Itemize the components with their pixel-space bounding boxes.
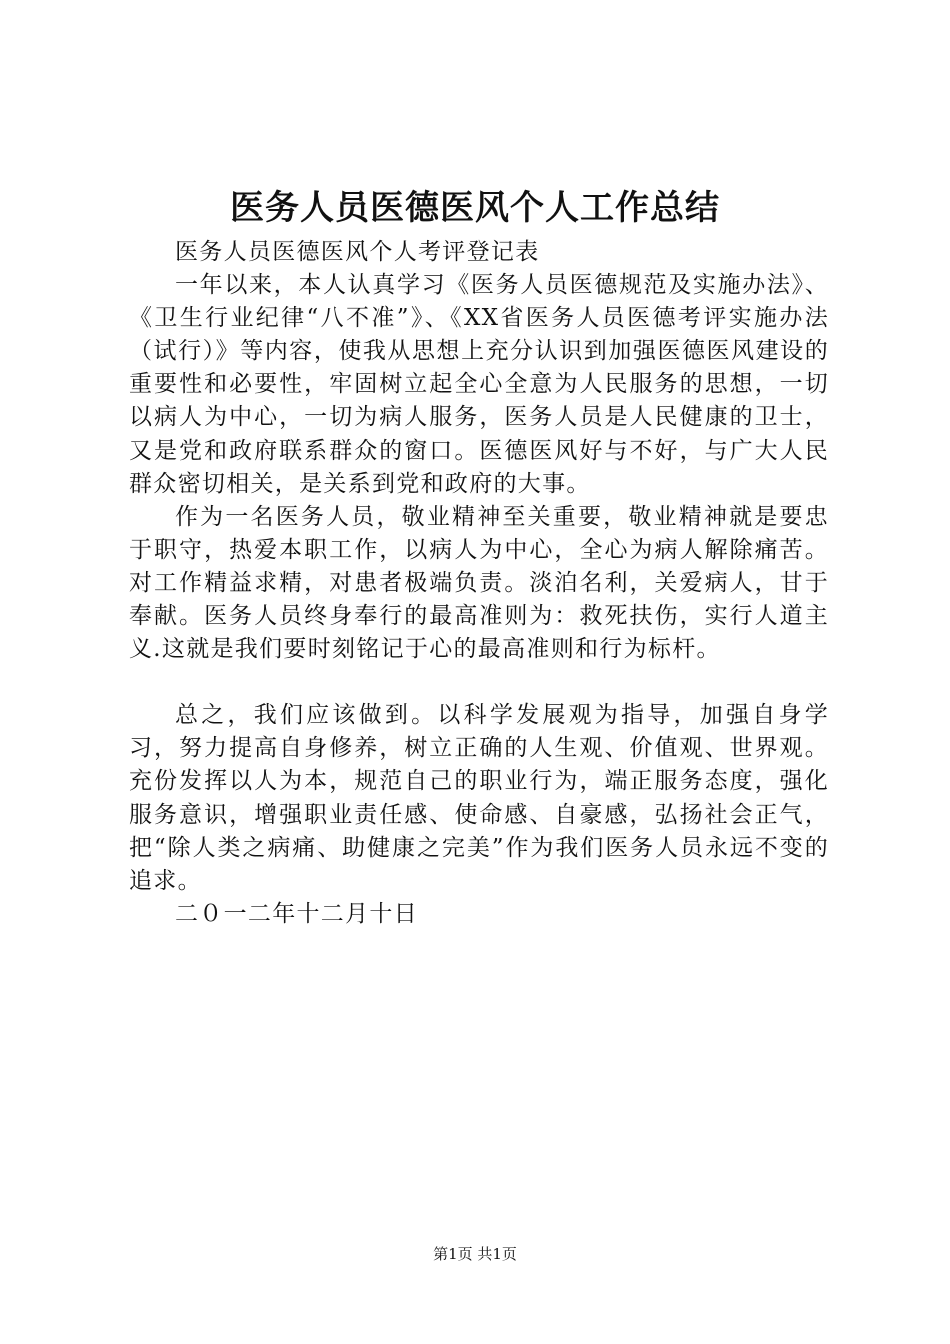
paragraph-2: 作为一名医务人员，敬业精神至关重要，敬业精神就是要忠于职守，热爱本职工作，以病人为中心，全心为病人解除痛苦。对工作精益求精，对患者极端负责。淡泊名利，关爱病人，甘于奉献。医务人员终身奉行的最高准则为：救死扶伤，实行人道主义.这就是我们要时刻铭记于心的最高准则和行为标杆。 bbox=[129, 503, 829, 663]
page-footer: 第1页 共1页 bbox=[433, 1245, 517, 1263]
document-date: 二０一二年十二月十日 bbox=[175, 900, 418, 927]
document-subtitle: 医务人员医德医风个人考评登记表 bbox=[175, 239, 540, 265]
document-body bbox=[129, 236, 829, 931]
paragraph-spacer bbox=[129, 666, 829, 699]
paragraph-1: 一年以来，本人认真学习《医务人员医德规范及实施办法》、《卫生行业纪律“八不准”》、《XX省医务人员医德考评实施办法（试行）》等内容，使我从思想上充分认识到加强医德医风建设的重要性和必要性，牢固树立起全心全意为人民服务的思想，一切以病人为中心，一切为病人服务，医务人员是人民健康的卫士，又是党和政府联系群众的窗口。医德医风好与不好，与广大人民群众密切相关，是关系到党和政府的大事。 bbox=[129, 272, 829, 497]
document-title: 医务人员医德医风个人工作总结 bbox=[230, 188, 720, 228]
paragraph-3: 总之，我们应该做到。以科学发展观为指导，加强自身学习，努力提高自身修养，树立正确的人生观、价值观、世界观。充份发挥以人为本，规范自己的职业行为，端正服务态度，强化服务意识，增强职业责任感、使命感、自豪感，弘扬社会正气，把“除人类之病痛、助健康之完美”作为我们医务人员永远不变的追求。 bbox=[129, 702, 829, 894]
